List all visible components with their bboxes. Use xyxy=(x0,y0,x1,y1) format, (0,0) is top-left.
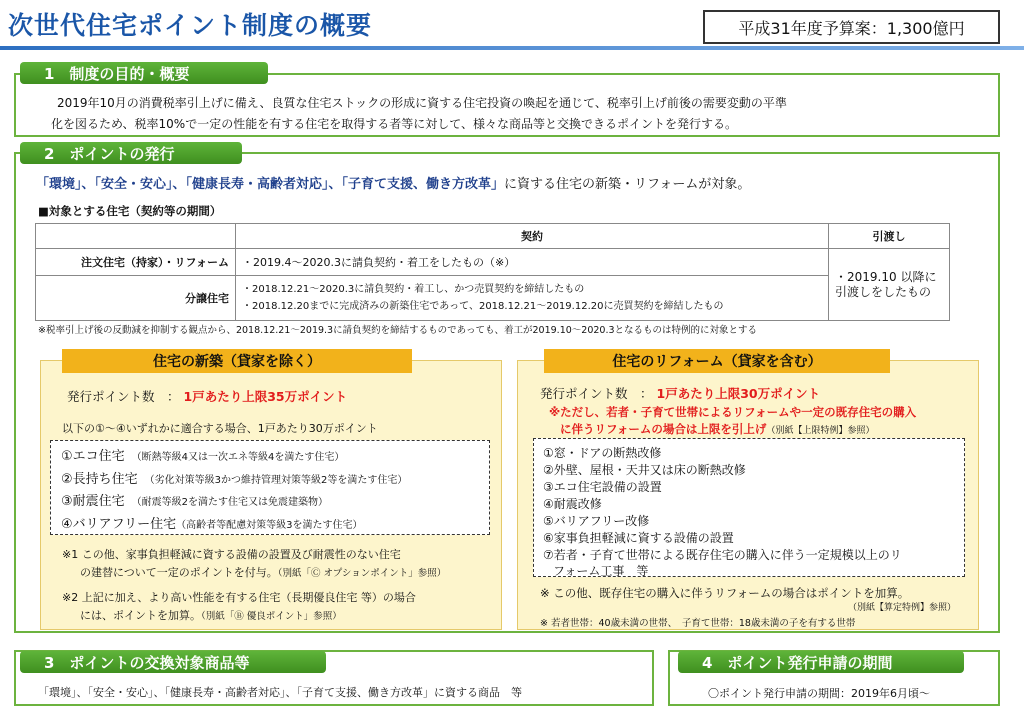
page-title: 次世代住宅ポイント制度の概要 xyxy=(8,11,373,40)
sale-home-contract-2: ・2018.12.20までに完成済みの新築住宅であって、2018.12.21～2019.12.20に売買契約を締結したもの xyxy=(242,301,724,312)
special-ref: （別紙【上限特例】参照） xyxy=(766,426,875,436)
row-label-sale-home: 分譲住宅 xyxy=(36,276,236,321)
table-header-contract: 契約 xyxy=(236,224,829,249)
budget-box: 平成31年度予算案：1,300億円 xyxy=(703,10,1000,44)
reform-item: ⑦若者・子育て世帯による既存住宅の購入に伴う一定規模以上のリ xyxy=(543,548,902,562)
special-text: に伴うリフォームの場合は上限を引上げ xyxy=(560,422,767,436)
reform-item: ②外壁、屋根・天井又は床の断熱改修 xyxy=(543,463,746,477)
delivery-cell xyxy=(829,249,950,321)
reform-special-line2 xyxy=(560,421,874,437)
newbuild-note2a: ※2 上記に加え、より高い性能を有する住宅（長期優良住宅 等）の場合 xyxy=(62,591,416,604)
delivery-line2: 引渡しをしたもの xyxy=(835,284,932,299)
item-desc: （劣化対策等級3かつ維持管理対策等級2等を満たす住宅） xyxy=(149,475,408,486)
reform-item: ③エコ住宅設備の設置 xyxy=(543,480,662,494)
newbuild-note2b xyxy=(80,607,342,623)
table-header-delivery: 引渡し xyxy=(829,224,950,249)
reform-item: ⑤バリアフリー改修 xyxy=(543,514,650,528)
note-text: の建替について一定のポイントを付与。 xyxy=(80,566,278,579)
table-header-blank xyxy=(36,224,236,249)
item-name: ②長持ち住宅 xyxy=(61,472,138,487)
reform-item: ①窓・ドアの断熱改修 xyxy=(543,446,662,460)
newbuild-item xyxy=(61,445,344,464)
reform-item: ⑥家事負担軽減に資する設備の設置 xyxy=(543,531,734,545)
newbuild-item xyxy=(61,468,407,487)
item-name: ④バリアフリー住宅 xyxy=(61,517,177,532)
target-headline-rest: に資する住宅の新築・リフォームが対象。 xyxy=(504,177,751,192)
note-text: には、ポイントを加算。 xyxy=(80,609,201,622)
newbuild-note1a: ※1 この他、家事負担軽減に資する設備の設置及び耐震性のない住宅 xyxy=(62,548,401,561)
target-headline xyxy=(36,173,750,192)
target-housing-title: ■対象とする住宅（契約等の期間） xyxy=(38,204,222,218)
row-label-custom-home: 注文住宅（持家）・リフォーム xyxy=(36,249,236,276)
note-ref: （別紙「Ⓒ オプションポイント」参照） xyxy=(277,568,447,579)
purpose-text-line1: 2019年10月の消費税率引上げに備え、良質な住宅ストックの形成に資する住宅投資の喚起を通じて、税率引上げ前後の需要変動の平準 xyxy=(57,96,787,110)
reform-item: ④耐震改修 xyxy=(543,497,602,511)
reform-points-row xyxy=(540,384,820,402)
reform-note: ※ この他、既存住宅の購入に伴うリフォームの場合はポイントを加算。 xyxy=(540,586,910,600)
newbuild-points-label: 発行ポイント数 ： xyxy=(67,389,180,404)
special-case-footnote: ※税率引上げ後の反動減を抑制する観点から、2018.12.21～2019.3に請負契約を締結するものであっても、着工が2019.10～2020.3となるものは特例的に対象とする xyxy=(38,325,758,336)
note-ref: （別紙「Ⓑ 優良ポイント」参照） xyxy=(201,611,342,622)
reform-points-label: 発行ポイント数 ： xyxy=(540,386,653,401)
newbuild-item xyxy=(61,490,328,509)
contract-period-table xyxy=(35,223,950,321)
section-exchange-items-tab: 3 ポイントの交換対象商品等 xyxy=(20,651,326,673)
newbuild-panel-title: 住宅の新築（貸家を除く） xyxy=(62,349,412,373)
application-period-text: 〇ポイント発行申請の期間：2019年6月頃～ xyxy=(708,687,930,700)
newbuild-item xyxy=(61,513,363,532)
item-desc: （断熱等級4又は一次エネ等級4を満たす住宅） xyxy=(136,452,345,463)
newbuild-note1b xyxy=(80,564,446,580)
delivery-line1: ・2019.10 以降に xyxy=(835,269,937,284)
purpose-text-line2: 化を図るため、税率10%で一定の性能を有する住宅を取得する者等に対して、様々な商品等と交換できるポイントを発行する。 xyxy=(51,117,737,131)
target-categories: 「環境」、「安全・安心」、「健康長寿・高齢者対応」、「子育て支援、働き方改革」 xyxy=(36,177,505,192)
item-name: ③耐震住宅 xyxy=(61,494,125,509)
reform-definitions: ※ 若者世帯：40歳未満の世帯、 子育て世帯：18歳未満の子を有する世帯 xyxy=(540,618,856,629)
section-purpose-tab: 1 制度の目的・概要 xyxy=(20,62,268,84)
reform-item: フォーム工事 等 xyxy=(553,564,649,578)
header-divider xyxy=(0,46,1024,50)
row-contract-custom-home: ・2019.4～2020.3に請負契約・着工をしたもの（※） xyxy=(236,249,829,276)
newbuild-intro: 以下の①～④いずれかに適合する場合、1戸あたり30万ポイント xyxy=(62,422,378,435)
item-name: ①エコ住宅 xyxy=(61,449,125,464)
item-desc: （耐震等級2を満たす住宅又は免震建築物） xyxy=(136,497,329,508)
section-application-period-tab: 4 ポイント発行申請の期間 xyxy=(678,651,964,673)
sale-home-contract-1: ・2018.12.21～2020.3に請負契約・着工し、かつ売買契約を締結したもの xyxy=(242,284,585,295)
row-contract-sale-home xyxy=(236,276,829,321)
reform-special-line1: ※ただし、若者・子育て世帯によるリフォームや一定の既存住宅の購入 xyxy=(549,405,917,419)
reform-points-value: 1戸あたり上限30万ポイント xyxy=(656,386,821,401)
section-point-issuance-tab: 2 ポイントの発行 xyxy=(20,142,242,164)
item-desc: （高齢者等配慮対策等級3を満たす住宅） xyxy=(176,520,363,531)
newbuild-points-row xyxy=(67,387,347,405)
reform-note-ref: （別紙【算定特例】参照） xyxy=(848,603,957,613)
newbuild-points-value: 1戸あたり上限35万ポイント xyxy=(183,389,348,404)
exchange-items-text: 「環境」、「安全・安心」、「健康長寿・高齢者対応」、「子育て支援、働き方改革」に資する商品 等 xyxy=(38,686,522,699)
reform-panel-title: 住宅のリフォーム（貸家を含む） xyxy=(544,349,890,373)
